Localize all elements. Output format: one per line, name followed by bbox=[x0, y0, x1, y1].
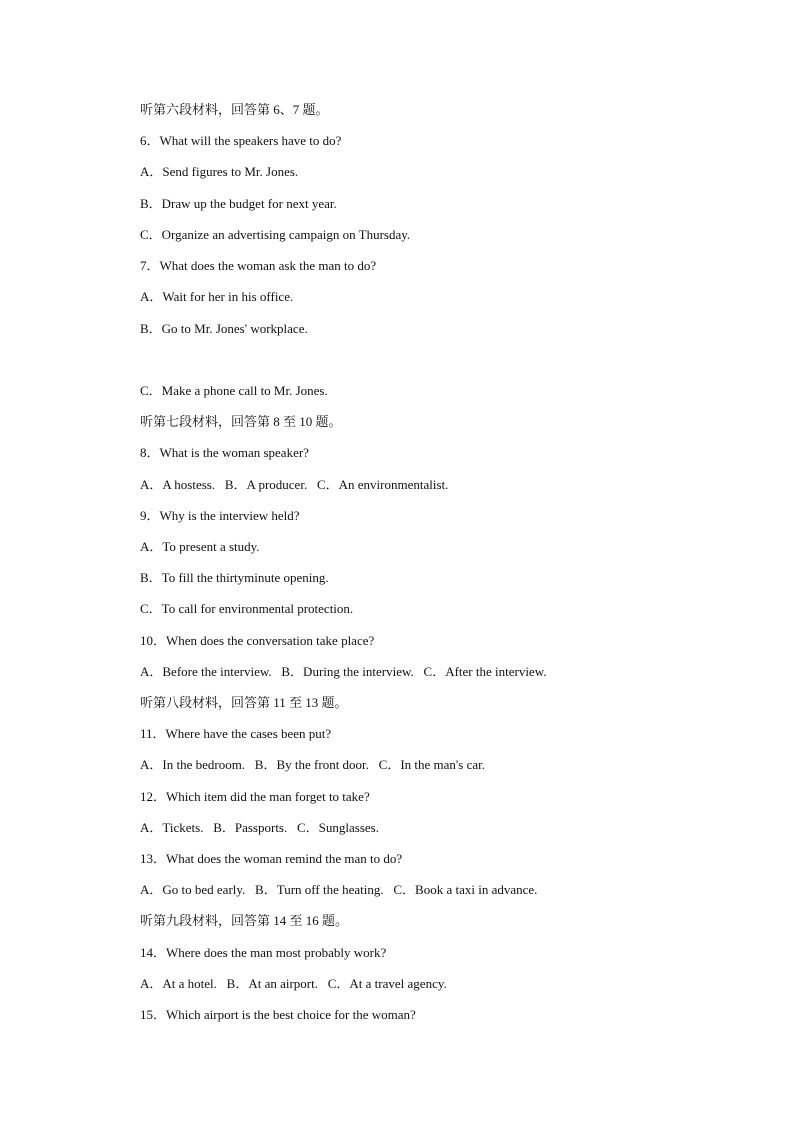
option-line: C．To call for environmental protection. bbox=[140, 601, 354, 616]
option-line: A．At a hotel. B．At an airport. C．At a travel agency. bbox=[140, 976, 447, 991]
option-line: A．A hostess. B．A producer. C．An environmentalist. bbox=[140, 477, 449, 492]
option-line: C．Organize an advertising campaign on Thursday. bbox=[140, 227, 411, 242]
section-heading: 听第八段材料，回答第 11 至 13 题。 bbox=[140, 695, 348, 710]
option-line: C．Make a phone call to Mr. Jones. bbox=[140, 383, 328, 398]
option-line: A．In the bedroom. B．By the front door. C．In the man's car. bbox=[140, 757, 485, 772]
question-13: 13．What does the woman remind the man to do? bbox=[140, 851, 403, 866]
option-line: A．Tickets. B．Passports. C．Sunglasses. bbox=[140, 820, 379, 835]
option-line: B．Go to Mr. Jones' workplace. bbox=[140, 321, 308, 336]
question-15: 15．Which airport is the best choice for the woman? bbox=[140, 1007, 416, 1022]
question-10: 10．When does the conversation take place? bbox=[140, 633, 375, 648]
option-line: A．Before the interview. B．During the interview. C．After the interview. bbox=[140, 664, 547, 679]
question-11: 11．Where have the cases been put? bbox=[140, 726, 332, 741]
option-line: B．Draw up the budget for next year. bbox=[140, 196, 337, 211]
section-heading: 听第七段材料，回答第 8 至 10 题。 bbox=[140, 414, 342, 429]
question-12: 12．Which item did the man forget to take? bbox=[140, 789, 370, 804]
section-heading: 听第九段材料，回答第 14 至 16 题。 bbox=[140, 913, 349, 928]
option-line: A．Wait for her in his office. bbox=[140, 289, 294, 304]
question-6: 6．What will the speakers have to do? bbox=[140, 133, 342, 148]
option-line: B．To fill the thirtyminute opening. bbox=[140, 570, 329, 585]
option-line: A．To present a study. bbox=[140, 539, 260, 554]
question-8: 8．What is the woman speaker? bbox=[140, 445, 309, 460]
question-7: 7．What does the woman ask the man to do? bbox=[140, 258, 377, 273]
section-heading: 听第六段材料，回答第 6、7 题。 bbox=[140, 102, 329, 117]
question-9: 9．Why is the interview held? bbox=[140, 508, 300, 523]
option-line: A．Go to bed early. B．Turn off the heating. C．Book a taxi in advance. bbox=[140, 882, 538, 897]
option-line: A．Send figures to Mr. Jones. bbox=[140, 164, 299, 179]
question-14: 14．Where does the man most probably work? bbox=[140, 945, 387, 960]
